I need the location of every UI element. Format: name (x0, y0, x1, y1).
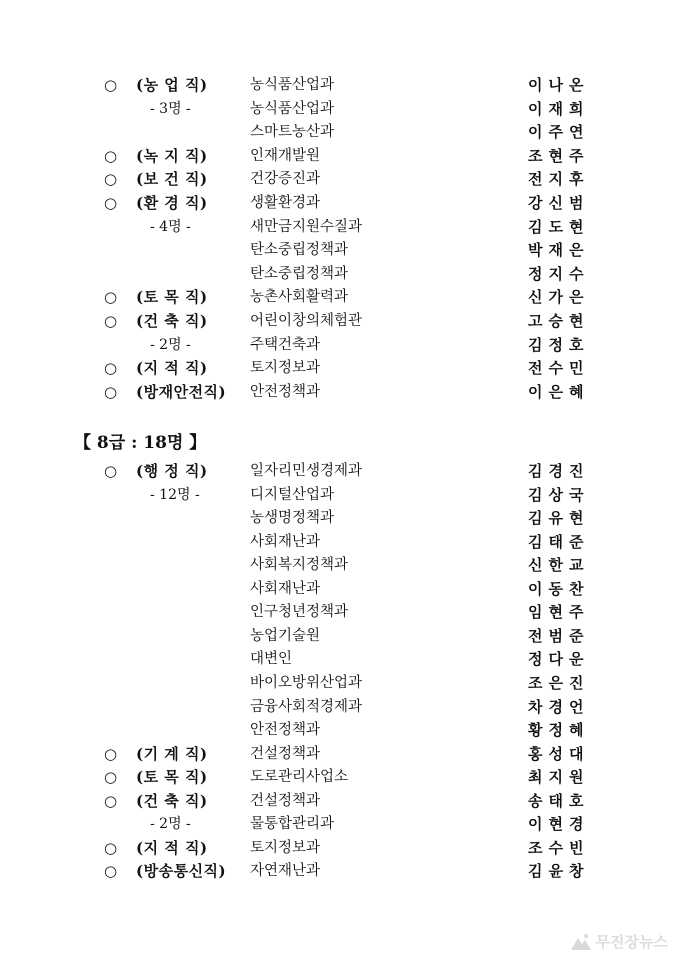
department: 바이오방위산업과 (250, 674, 363, 691)
personnel-row (0, 74, 680, 97)
department: 스마트농산과 (250, 124, 335, 141)
bullet-marker: ○ (104, 791, 118, 810)
personnel-row (0, 145, 680, 168)
job-category: (건 축 직) (136, 312, 208, 330)
department: 농식품산업과 (250, 77, 335, 93)
personnel-row (0, 601, 680, 624)
department: 물통합관리과 (250, 816, 335, 833)
personnel-row (0, 168, 680, 191)
person-name: 황정혜 (528, 721, 590, 740)
department: 농생명정책과 (250, 510, 335, 527)
person-name: 신한교 (528, 556, 590, 575)
department: 도로관리사업소 (250, 769, 349, 786)
personnel-row (0, 121, 680, 144)
person-name: 전수민 (528, 359, 590, 378)
department: 토지정보과 (250, 839, 321, 856)
job-category: (환 경 직) (136, 194, 208, 212)
person-name: 홍성대 (528, 744, 590, 763)
department: 일자리민생경제과 (250, 463, 363, 479)
job-category: (토 목 직) (136, 288, 208, 307)
bullet-marker: ○ (104, 744, 118, 763)
department: 디지털산업과 (250, 486, 335, 503)
bullet-marker: ○ (104, 862, 118, 881)
person-name: 고승현 (528, 312, 590, 330)
bullet-marker: ○ (104, 768, 118, 787)
department: 안전정책과 (250, 383, 321, 400)
personnel-row (0, 310, 680, 333)
person-name: 전지후 (528, 170, 590, 189)
job-category: (행 정 직) (136, 462, 208, 480)
department: 탄소중립정책과 (250, 265, 349, 282)
headcount-label: - 4명 - (150, 218, 191, 235)
personnel-row (0, 98, 680, 121)
person-name: 임현주 (528, 603, 590, 622)
personnel-row (0, 263, 680, 286)
job-category: (기 계 직) (136, 744, 208, 763)
department: 농식품산업과 (250, 100, 335, 117)
job-category: (건 축 직) (136, 791, 208, 810)
department: 토지정보과 (250, 360, 321, 377)
bullet-marker: ○ (104, 146, 118, 165)
department: 인재개발원 (250, 147, 321, 164)
personnel-row (0, 672, 680, 695)
watermark (570, 931, 668, 952)
personnel-row (0, 743, 680, 766)
person-name: 송태호 (528, 791, 590, 810)
personnel-row (0, 813, 680, 836)
personnel-row (0, 192, 680, 215)
person-name: 차경언 (528, 697, 590, 716)
headcount-label: - 2명 - (150, 816, 191, 833)
personnel-row (0, 286, 680, 309)
personnel-row (0, 554, 680, 577)
personnel-row (0, 484, 680, 507)
bullet-marker: ○ (104, 382, 118, 401)
department: 사회복지정책과 (250, 557, 349, 574)
personnel-row (0, 334, 680, 357)
bullet-marker: ○ (104, 462, 118, 480)
department: 건설정책과 (250, 745, 321, 762)
department: 건강증진과 (250, 171, 321, 188)
person-name: 최지원 (528, 768, 590, 787)
department: 대변인 (250, 651, 293, 668)
headcount-label: - 12명 - (150, 486, 200, 503)
department: 자연재난과 (250, 863, 321, 880)
bullet-marker: ○ (104, 194, 118, 212)
personnel-row (0, 216, 680, 239)
job-category: (토 목 직) (136, 768, 208, 787)
person-name: 이주연 (528, 123, 590, 142)
department: 안전정책과 (250, 722, 321, 739)
personnel-row (0, 357, 680, 380)
bullet-marker: ○ (104, 170, 118, 189)
department: 금융사회적경제과 (250, 698, 363, 715)
person-name: 김도현 (528, 217, 590, 236)
personnel-row (0, 578, 680, 601)
personnel-row (0, 696, 680, 719)
department: 농촌사회활력과 (250, 289, 349, 306)
person-name: 이나온 (528, 76, 590, 94)
person-name: 박재은 (528, 241, 590, 260)
person-name: 조은진 (528, 673, 590, 692)
personnel-row (0, 790, 680, 813)
job-category: (방송통신직) (136, 862, 227, 881)
person-name: 이재희 (528, 99, 590, 118)
job-category: (농 업 직) (136, 76, 208, 94)
person-name: 조현주 (528, 146, 590, 165)
personnel-row (0, 860, 680, 883)
person-name: 정지수 (528, 264, 590, 283)
personnel-row (0, 837, 680, 860)
bullet-marker: ○ (104, 838, 118, 857)
personnel-row (0, 719, 680, 742)
person-name: 이은혜 (528, 382, 590, 401)
watermark-text: 무진장뉴스 (595, 933, 668, 951)
department: 건설정책과 (250, 792, 321, 809)
headcount-label: - 2명 - (150, 336, 191, 353)
department: 주택건축과 (250, 336, 321, 353)
department: 생활환경과 (250, 195, 321, 211)
headcount-label: - 3명 - (150, 100, 191, 117)
personnel-row (0, 766, 680, 789)
section-heading-8th-grade: 【 8급 : 18명 】 (74, 433, 207, 453)
department: 농업기술원 (250, 627, 321, 644)
job-category: (보 건 직) (136, 170, 208, 189)
personnel-row (0, 460, 680, 483)
person-name: 강신범 (528, 194, 590, 212)
job-category: (녹 지 직) (136, 146, 208, 165)
bullet-marker: ○ (104, 312, 118, 330)
person-name: 김태준 (528, 532, 590, 551)
bullet-marker: ○ (104, 76, 118, 94)
person-name: 이동찬 (528, 579, 590, 598)
person-name: 이현경 (528, 815, 590, 834)
job-category: (지 적 직) (136, 359, 208, 378)
personnel-row (0, 648, 680, 671)
person-name: 신가은 (528, 288, 590, 307)
watermark-logo-icon (570, 933, 592, 951)
personnel-row (0, 239, 680, 262)
person-name: 정다운 (528, 650, 590, 669)
department: 사회재난과 (250, 533, 321, 550)
personnel-row (0, 381, 680, 404)
bullet-marker: ○ (104, 359, 118, 378)
person-name: 김윤창 (528, 862, 590, 881)
department: 탄소중립정책과 (250, 242, 349, 259)
personnel-row (0, 507, 680, 530)
job-category: (지 적 직) (136, 838, 208, 857)
department: 사회재난과 (250, 580, 321, 597)
department: 새만금지원수질과 (250, 218, 363, 235)
person-name: 김경진 (528, 462, 590, 480)
job-category: (방재안전직) (136, 382, 227, 401)
person-name: 전범준 (528, 626, 590, 645)
personnel-row (0, 625, 680, 648)
department: 어린이창의체험관 (250, 313, 363, 329)
person-name: 김정호 (528, 335, 590, 354)
department: 인구청년정책과 (250, 604, 349, 621)
personnel-row (0, 531, 680, 554)
person-name: 조수빈 (528, 838, 590, 857)
person-name: 김상국 (528, 485, 590, 504)
person-name: 김유현 (528, 509, 590, 528)
bullet-marker: ○ (104, 288, 118, 307)
